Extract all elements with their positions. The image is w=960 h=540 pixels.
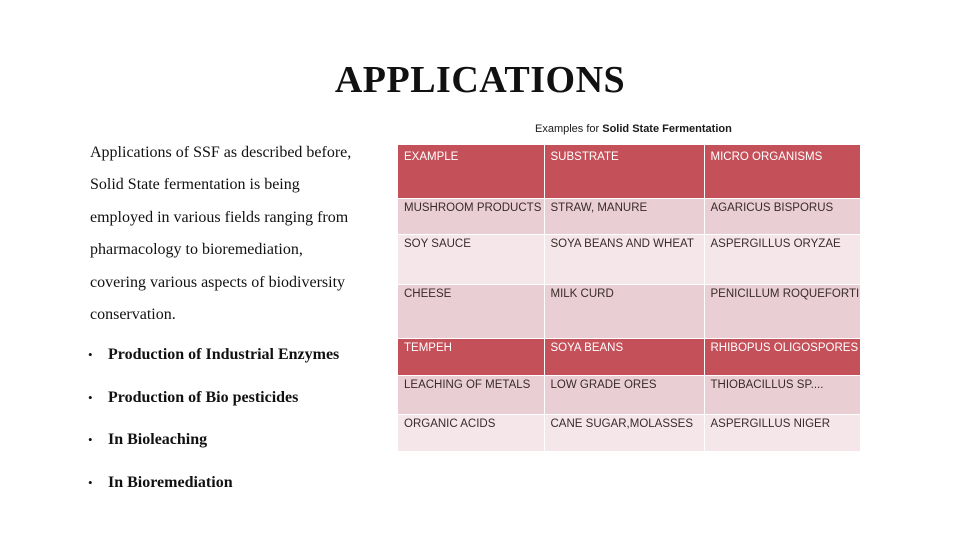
intro-line: covering various aspects of biodiversity — [90, 273, 346, 291]
table-header-cell: SUBSTRATE — [544, 145, 704, 199]
table-row — [398, 199, 860, 235]
table-row — [398, 339, 860, 376]
table-header-row — [398, 145, 860, 199]
table-caption — [535, 123, 732, 135]
table-cell: CANE SUGAR,MOLASSES — [544, 415, 704, 452]
intro-line: employed in various fields ranging from — [90, 208, 349, 226]
table-cell: TEMPEH — [398, 339, 544, 376]
table-cell: STRAW, MANURE — [544, 199, 704, 235]
table-cell: ORGANIC ACIDS — [398, 415, 544, 452]
table-caption-bold: Solid State Fermentation — [602, 123, 732, 135]
bullet-text: Production of Bio pesticides — [108, 388, 299, 406]
bullet-dot-icon: • — [88, 474, 93, 490]
ssf-examples-table — [398, 145, 860, 452]
application-bullet-list — [88, 340, 388, 510]
intro-line: Solid State fermentation is being — [90, 176, 300, 194]
bullet-dot-icon: • — [88, 432, 93, 447]
table-caption-prefix: Examples for — [535, 123, 603, 135]
intro-line: conservation. — [90, 306, 176, 324]
bullet-dot-icon: • — [88, 389, 93, 405]
table-cell: THIOBACILLUS SP.... — [704, 376, 860, 415]
table-cell: MILK CURD — [544, 285, 704, 339]
table-cell: ASPERGILLUS ORYZAE — [704, 235, 860, 285]
bullet-dot-icon: • — [88, 347, 93, 362]
bullet-item — [88, 383, 388, 426]
table-cell: ASPERGILLUS NIGER — [704, 415, 860, 452]
table-row — [398, 285, 860, 339]
table-cell: SOYA BEANS AND WHEAT — [544, 235, 704, 285]
table-cell: RHIBOPUS OLIGOSPORES — [704, 339, 860, 376]
table-header-cell: MICRO ORGANISMS — [704, 145, 860, 199]
table-header-cell: EXAMPLE — [398, 145, 544, 199]
bullet-text: Production of Industrial Enzymes — [108, 346, 340, 363]
table-row — [398, 235, 860, 285]
table-cell: MUSHROOM PRODUCTS — [398, 199, 544, 235]
bullet-text: In Bioremediation — [108, 473, 233, 491]
table-row — [398, 415, 860, 452]
table-cell: SOYA BEANS — [544, 339, 704, 376]
table-row — [398, 376, 860, 415]
intro-line: pharmacology to bioremediation, — [90, 241, 303, 259]
bullet-item — [88, 340, 388, 383]
table-cell: CHEESE — [398, 285, 544, 339]
table-cell: LEACHING OF METALS — [398, 376, 544, 415]
table-cell: AGARICUS BISPORUS — [704, 199, 860, 235]
intro-paragraph — [90, 137, 390, 331]
table-cell: PENICILLUM ROQUEFORTI — [704, 285, 860, 339]
slide-title: APPLICATIONS — [334, 59, 626, 101]
table-cell: SOY SAUCE — [398, 235, 544, 285]
bullet-item — [88, 425, 388, 468]
bullet-item — [88, 468, 388, 511]
table-cell: LOW GRADE ORES — [544, 376, 704, 415]
intro-line: Applications of SSF as described before, — [90, 144, 352, 161]
bullet-text: In Bioleaching — [108, 431, 208, 448]
